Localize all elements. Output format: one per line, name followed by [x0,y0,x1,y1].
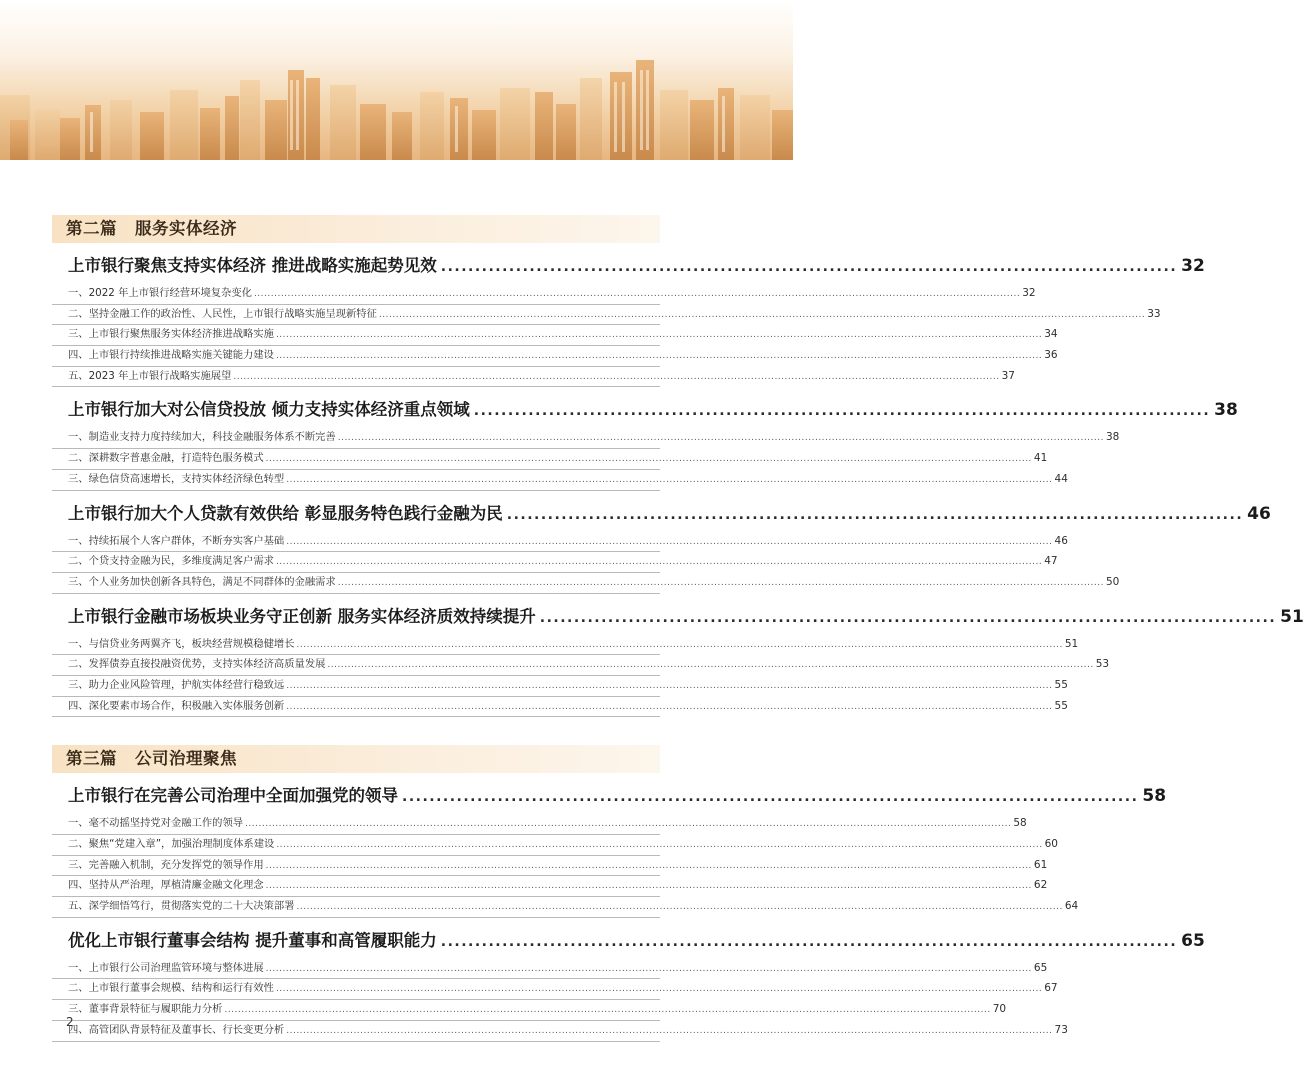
chapter-block [52,397,1238,490]
part-title: 服务实体经济 [135,219,237,238]
section-entry[interactable] [52,1021,1068,1042]
section-page: 33 [1147,307,1161,320]
spacer [52,727,660,745]
dot-leader: .................................................................................................................................................................................................................................... [296,902,1063,913]
chapter-page: 38 [1214,400,1238,421]
dot-leader: ............................................................................................................ [440,259,1178,275]
section-entry[interactable] [52,573,1120,594]
dot-leader: .................................................................................................................................................................................................................................... [296,639,1063,650]
dot-leader: .................................................................................................................................................................................................................................... [337,433,1104,444]
section-entry[interactable] [52,959,1048,980]
section-entry[interactable] [52,835,1058,856]
chapter-entry[interactable] [52,783,1167,809]
section-page: 53 [1095,658,1110,671]
section-entry[interactable] [52,346,1058,367]
section-title: 一、持续拓展个人客户群体，不断夯实客户基础 [68,534,285,547]
part-label: 第三篇 [66,749,117,769]
section-title: 一、2022 年上市银行经营环境复杂变化 [68,287,252,299]
section-entry[interactable] [52,635,1079,656]
section-page: 46 [1054,534,1068,547]
section-page: 32 [1022,287,1036,299]
section-page: 55 [1054,699,1068,712]
section-page: 44 [1054,472,1068,485]
section-entry[interactable] [52,325,1058,346]
section-page: 37 [1001,369,1015,382]
section-page: 47 [1044,555,1058,568]
chapter-block [52,253,1205,387]
section-page: 50 [1106,575,1120,588]
dot-leader: .................................................................................................................................................................................................................................... [245,819,1012,830]
section-entry[interactable] [52,470,1068,491]
section-title: 一、毫不动摇坚持党对金融工作的领导 [68,817,244,830]
section-title: 四、高管团队背景特征及董事长、行长变更分析 [68,1023,285,1036]
city-skyline-banner [0,0,793,160]
chapter-entry[interactable] [52,604,1304,630]
section-page: 65 [1033,961,1048,974]
dot-leader: .................................................................................................................................................................................................................................... [286,1025,1053,1036]
chapter-page: 32 [1181,256,1205,276]
chapter-title: 优化上市银行董事会结构 提升董事和高管履职能力 [68,930,437,950]
section-page: 38 [1106,431,1120,444]
dot-leader: .................................................................................................................................................................................................................................... [276,840,1043,850]
section-title: 二、深耕数字普惠金融，打造特色服务模式 [68,452,264,465]
chapter-title: 上市银行在完善公司治理中全面加强党的领导 [68,786,398,806]
chapter-page: 65 [1181,930,1205,951]
table-of-contents [52,215,1304,1052]
section-title: 二、上市银行董事会规模、结构和运行有效性 [68,982,274,995]
chapter-block [52,928,1205,1042]
section-entry[interactable] [52,367,1015,388]
dot-leader: ............................................................................................................ [473,403,1211,420]
dot-leader: .................................................................................................................................................................................................................................... [378,309,1146,320]
section-page: 41 [1033,452,1048,465]
section-title: 二、坚持金融工作的政治性、人民性，上市银行战略实施呈现新特征 [68,307,377,320]
chapter-entry[interactable] [52,253,1205,279]
dot-leader: .................................................................................................................................................................................................................................... [275,351,1043,362]
chapter-block [52,604,1304,718]
section-title: 四、上市银行持续推进战略实施关键能力建设 [68,349,274,362]
chapter-entry[interactable] [52,501,1271,527]
chapter-page: 58 [1142,786,1167,807]
chapter-block [52,501,1271,594]
section-entry[interactable] [52,449,1048,470]
section-entry[interactable] [52,428,1120,449]
section-entry[interactable] [52,897,1079,918]
chapter-title: 上市银行加大对公信贷投放 倾力支持实体经济重点领域 [68,400,470,420]
section-page: 61 [1033,858,1048,871]
section-entry[interactable] [52,979,1058,1000]
section-page: 73 [1054,1023,1068,1036]
section-title: 五、深学细悟笃行，贯彻落实党的二十大决策部署 [68,900,295,913]
section-page: 58 [1013,817,1027,830]
part-header-2 [52,215,660,243]
section-title: 四、坚持从严治理，厚植清廉金融文化理念 [68,879,264,892]
part-label: 第二篇 [66,219,117,238]
chapter-title: 上市银行聚焦支持实体经济 推进战略实施起势见效 [68,256,437,275]
section-title: 二、发挥债券直接投融资优势，支持实体经济高质量发展 [68,658,326,671]
dot-leader: .................................................................................................................................................................................................................................... [275,557,1043,568]
dot-leader: .................................................................................................................................................................................................................................... [265,963,1032,974]
section-entry[interactable] [52,856,1048,877]
section-entry[interactable] [52,655,1110,676]
section-title: 三、绿色信贷高速增长，支持实体经济绿色转型 [68,472,285,485]
section-entry[interactable] [52,876,1048,897]
chapter-entry[interactable] [52,397,1238,423]
page-number: 2 [66,1015,74,1029]
chapter-page: 46 [1247,503,1271,524]
section-title: 三、上市银行聚焦服务实体经济推进战略实施 [68,328,274,341]
section-title: 三、个人业务加快创新各具特色，满足不同群体的金融需求 [68,575,336,588]
chapter-title: 上市银行金融市场板块业务守正创新 服务实体经济质效持续提升 [68,606,536,626]
section-entry[interactable] [52,284,1036,305]
dot-leader: .................................................................................................................................................................................................................................... [286,701,1053,712]
section-title: 一、上市银行公司治理监管环境与整体进展 [68,961,264,974]
section-entry[interactable] [52,552,1058,573]
dot-leader: .................................................................................................................................................................................................................................... [265,860,1032,871]
skyline-illustration [0,0,793,160]
section-page: 70 [992,1003,1007,1016]
dot-leader: ............................................................................................................ [506,506,1244,523]
dot-leader: ............................................................................................................ [539,609,1277,626]
part-title: 公司治理聚焦 [135,749,237,769]
section-title: 三、董事背景特征与履职能力分析 [68,1003,223,1016]
section-page: 62 [1033,879,1048,892]
dot-leader: .................................................................................................................................................................................................................................... [275,330,1043,341]
section-page: 64 [1064,900,1079,913]
section-entry[interactable] [52,676,1068,697]
chapter-title: 上市银行加大个人贷款有效供给 彰显服务特色践行金融为民 [68,503,503,523]
chapter-entry[interactable] [52,928,1205,954]
dot-leader: .................................................................................................................................................................................................................................... [286,536,1053,547]
section-title: 一、与信贷业务两翼齐飞，板块经营规模稳健增长 [68,637,295,650]
dot-leader: .................................................................................................................................................................................................................................... [286,474,1053,485]
chapter-page: 51 [1280,606,1304,627]
section-title: 三、助力企业风险管理，护航实体经营行稳致远 [68,678,285,691]
section-title: 三、完善融入机制，充分发挥党的领导作用 [68,858,264,871]
part-header-3 [52,745,660,773]
section-page: 60 [1044,838,1058,850]
section-title: 二、个贷支持金融为民，多维度满足客户需求 [68,555,274,568]
dot-leader: ............................................................................................................ [440,933,1178,950]
chapter-block [52,783,1167,917]
section-page: 55 [1054,678,1068,691]
dot-leader: .................................................................................................................................................................................................................................... [327,660,1094,671]
section-entry[interactable] [52,305,1161,326]
section-title: 一、制造业支持力度持续加大，科技金融服务体系不断完善 [68,431,336,444]
dot-leader: .................................................................................................................................................................................................................................... [265,454,1032,465]
section-page: 36 [1044,349,1058,362]
section-page: 67 [1044,982,1058,995]
dot-leader: .................................................................................................................................................................................................................................... [253,289,1021,299]
section-page: 51 [1064,637,1079,650]
dot-leader: .................................................................................................................................................................................................................................... [286,680,1053,691]
dot-leader: .................................................................................................................................................................................................................................... [337,577,1104,588]
dot-leader: .................................................................................................................................................................................................................................... [233,371,1000,382]
section-entry[interactable] [52,1000,1007,1021]
dot-leader: .................................................................................................................................................................................................................................... [275,984,1043,995]
dot-leader: .................................................................................................................................................................................................................................... [265,881,1032,892]
section-title: 四、深化要素市场合作，积极融入实体服务创新 [68,699,285,712]
section-entry[interactable] [52,697,1068,718]
section-entry[interactable] [52,532,1068,553]
section-entry[interactable] [52,814,1027,835]
section-page: 34 [1044,328,1058,341]
dot-leader: .................................................................................................................................................................................................................................... [224,1005,991,1016]
dot-leader: ............................................................................................................ [402,789,1139,806]
section-title: 二、聚焦“党建入章”，加强治理制度体系建设 [68,838,275,850]
section-title: 五、2023 年上市银行战略实施展望 [68,369,232,382]
